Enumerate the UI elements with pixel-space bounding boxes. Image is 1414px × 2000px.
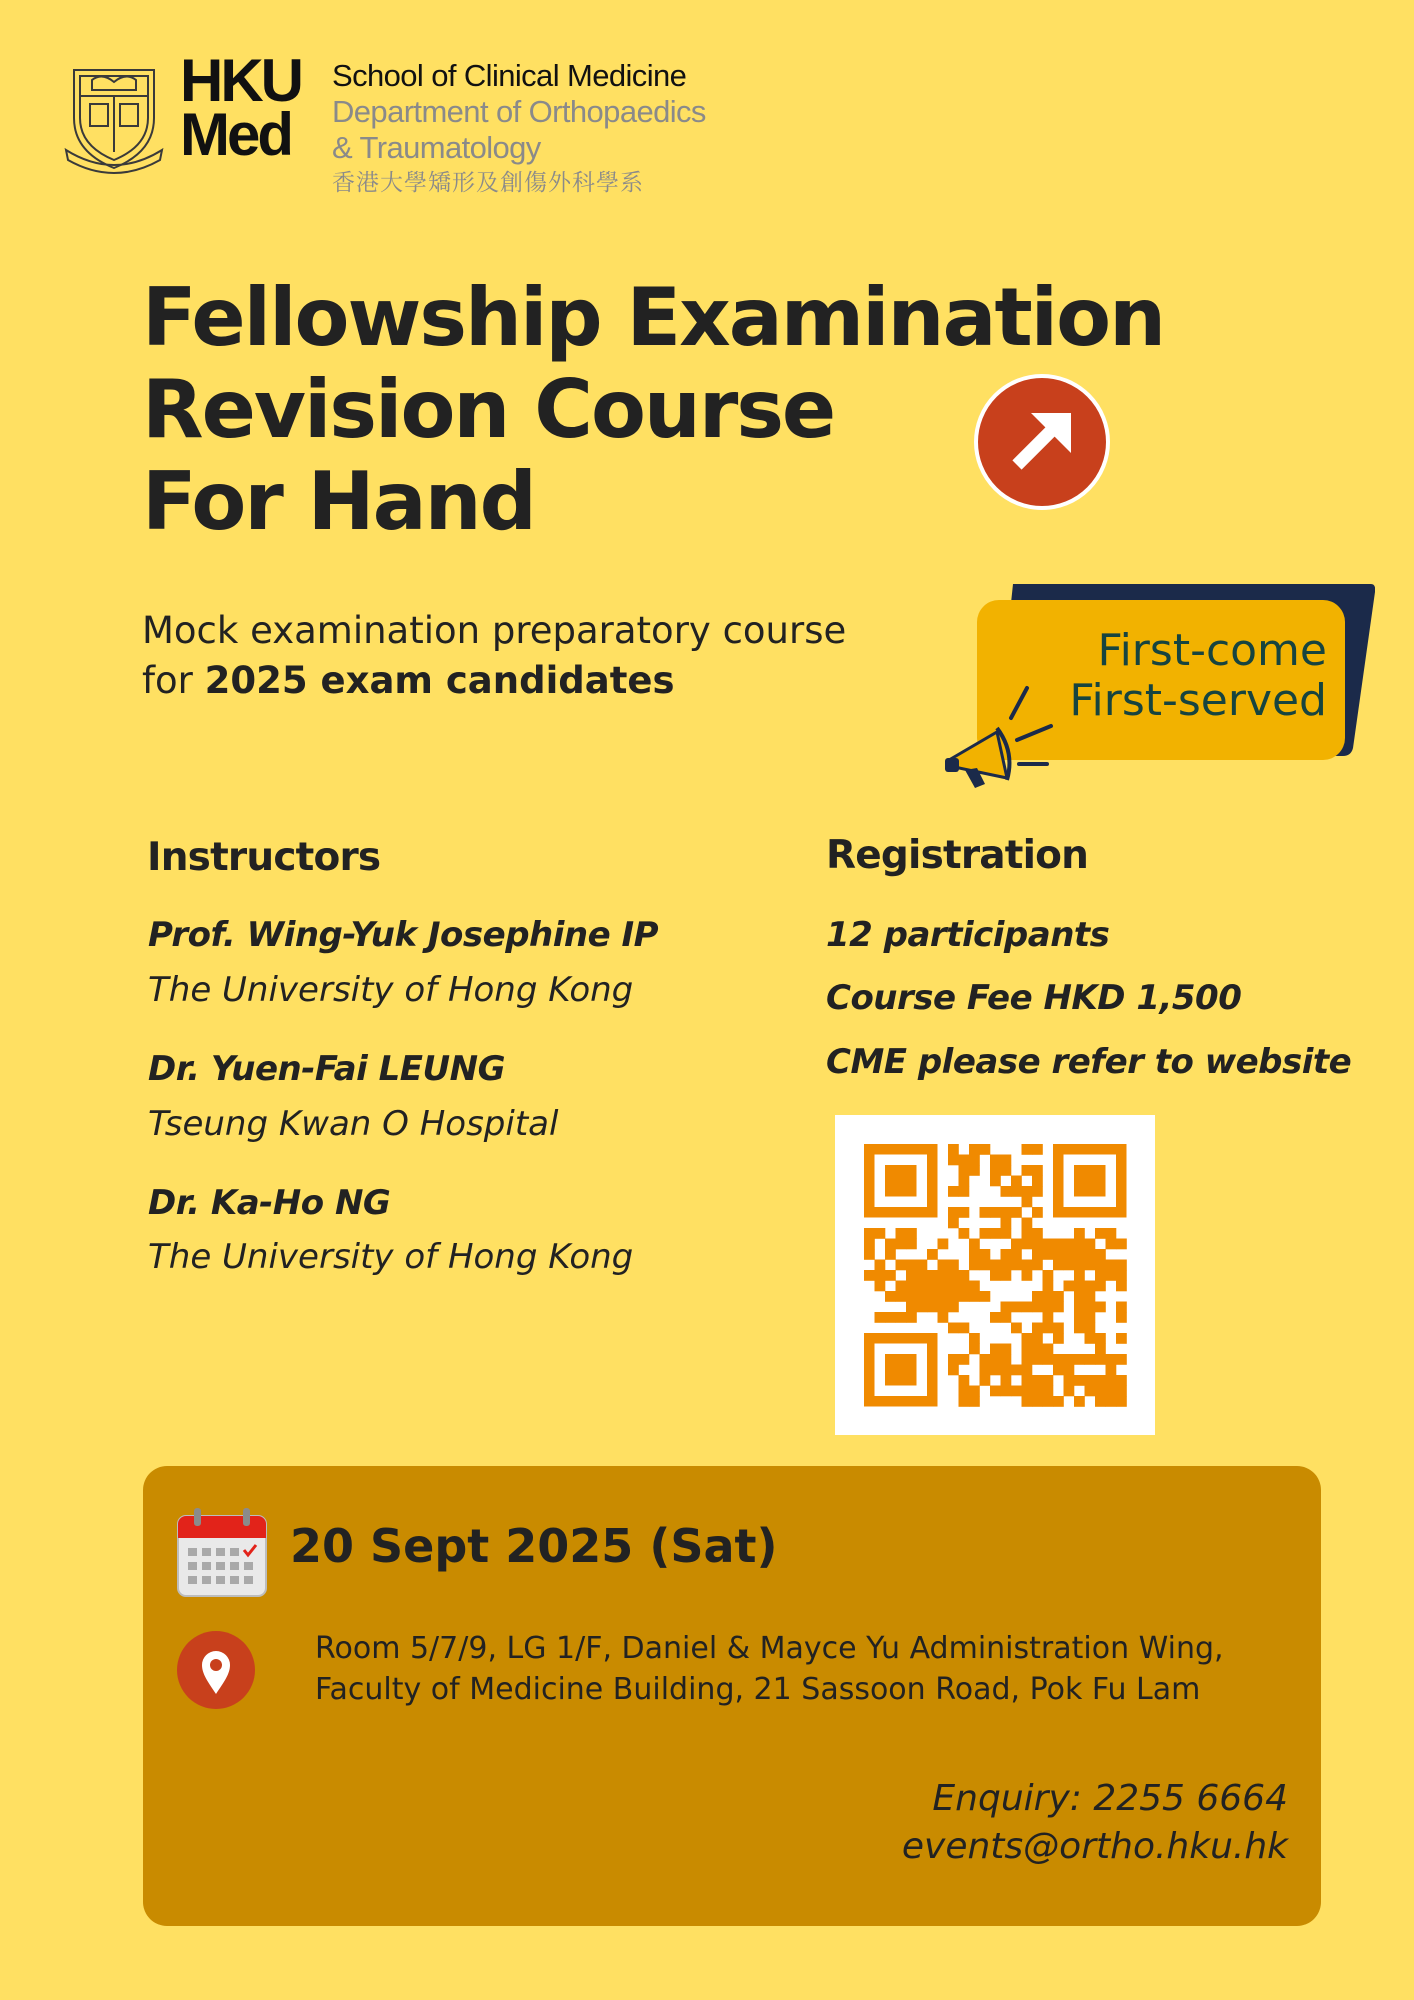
title-line3: For Hand (142, 455, 535, 548)
enquiry-block (780, 1775, 1288, 1871)
address-line2: Faculty of Medicine Building, 21 Sassoon Road, Pok Fu Lam (315, 1672, 1201, 1707)
registration-participants: 12 participants (826, 915, 1110, 955)
enquiry-email[interactable]: events@ortho.hku.hk (901, 1826, 1288, 1867)
instructor-affiliation: The University of Hong Kong (148, 970, 634, 1010)
registration-heading: Registration (826, 833, 1089, 878)
subtitle-emphasis: 2025 exam candidates (204, 659, 675, 702)
department-block (332, 58, 706, 200)
subtitle-prefix: for (142, 659, 205, 702)
badge-text (975, 626, 1327, 726)
event-address (315, 1628, 1224, 1710)
enquiry-phone: Enquiry: 2255 6664 (932, 1778, 1288, 1819)
calendar-icon (176, 1508, 268, 1598)
badge-line2: First-served (1069, 675, 1327, 726)
subtitle (142, 606, 846, 706)
event-date: 20 Sept 2025 (Sat) (290, 1519, 778, 1573)
subtitle-line1: Mock examination preparatory course (142, 609, 847, 652)
subtitle-line2 (142, 656, 846, 706)
department-name-chinese: 香港大學矯形及創傷外科學系 (332, 170, 644, 196)
instructor-affiliation: Tseung Kwan O Hospital (148, 1104, 559, 1144)
arrow-up-right-icon[interactable] (973, 373, 1111, 511)
instructor-name: Prof. Wing-Yuk Josephine IP (148, 915, 659, 955)
instructor-name: Dr. Yuen-Fai LEUNG (148, 1049, 505, 1089)
department-name-line2: & Traumatology (332, 130, 541, 165)
school-name: School of Clinical Medicine (332, 58, 687, 93)
hku-crest-icon (64, 56, 164, 176)
address-line1: Room 5/7/9, LG 1/F, Daniel & Mayce Yu Administration Wing, (315, 1631, 1224, 1666)
hkumed-logo (180, 47, 301, 168)
logo-line-hku: HKU (180, 47, 301, 114)
qr-code-icon (835, 1115, 1155, 1435)
logo-line-med: Med (180, 101, 291, 168)
badge-line1: First-come (1097, 625, 1327, 676)
registration-cme: CME please refer to website (826, 1042, 1352, 1082)
registration-qr-code[interactable] (835, 1115, 1155, 1435)
registration-fee: Course Fee HKD 1,500 (826, 978, 1242, 1018)
title-line1: Fellowship Examination (142, 271, 1165, 364)
location-pin-icon (176, 1630, 256, 1710)
instructor-affiliation: The University of Hong Kong (148, 1237, 634, 1277)
instructor-name: Dr. Ka-Ho NG (148, 1183, 391, 1223)
department-name-line1: Department of Orthopaedics (332, 94, 706, 129)
instructors-heading: Instructors (147, 835, 381, 880)
title-line2: Revision Course (142, 363, 835, 456)
